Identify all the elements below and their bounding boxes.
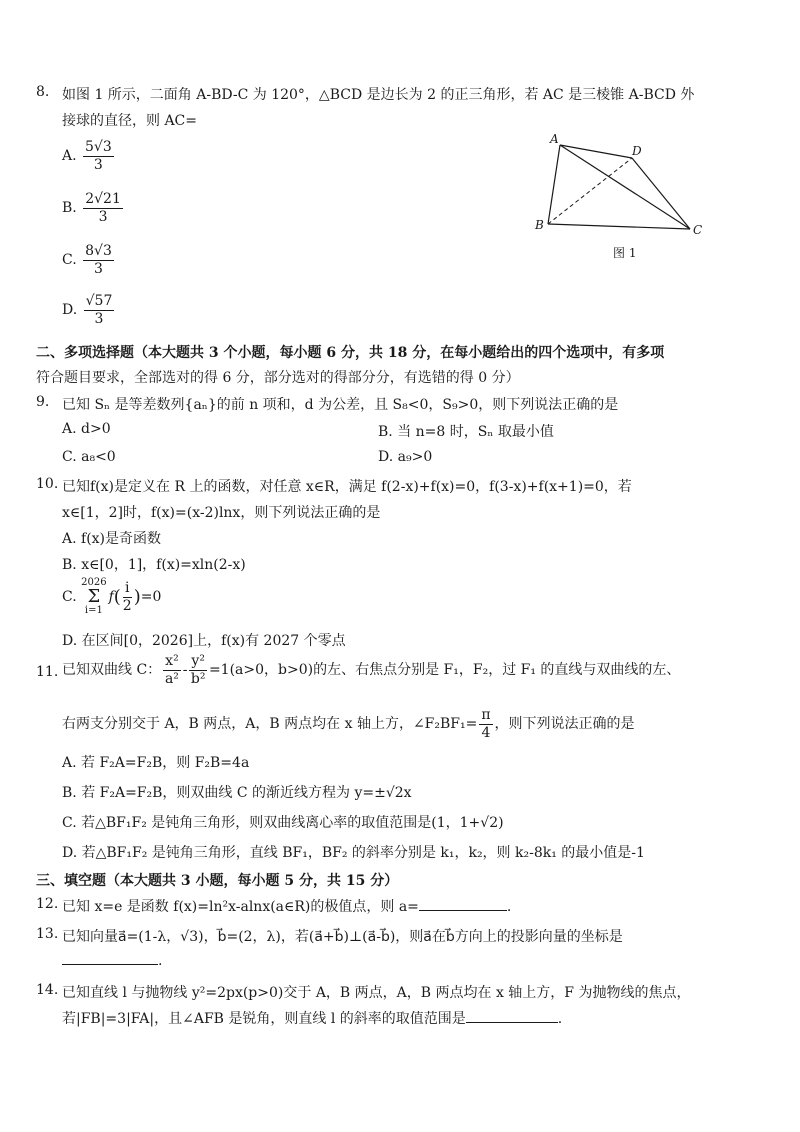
q11-option-d: D. 若△BF₁F₂ 是钝角三角形，直线 BF₁，BF₂ 的斜率分别是 k₁，k₂，则 k₂-8k₁ 的最小值是-1 xyxy=(62,845,645,861)
option-letter: C. xyxy=(62,252,77,269)
q11-option-c: C. 若△BF₁F₂ 是钝角三角形，则双曲线离心率的取值范围是(1，1+√2) xyxy=(62,815,504,831)
section-2-header-line2: 符合题目要求，全部选对的得 6 分，部分选对的得部分分，有选错的得 0 分） xyxy=(36,370,520,386)
q8-number: 8. xyxy=(36,84,50,100)
answer-blank[interactable] xyxy=(466,1010,558,1023)
q8-option-a xyxy=(62,140,116,172)
q10-number: 10. xyxy=(36,476,59,492)
option-fraction: $\frac{i}{2}$ xyxy=(122,579,132,614)
q9-option-d: D. a₉>0 xyxy=(378,449,433,465)
option-letter: D. xyxy=(62,302,78,319)
answer-blank[interactable] xyxy=(62,952,158,965)
q10-option-c: C. 2026 Σ i=1f( $\frac{i}{2}$ )=0 xyxy=(62,577,162,616)
q14-stem-line2: 若|FB|=3|FA|，且∠AFB 是锐角，则直线 l 的斜率的取值范围是 . xyxy=(62,1011,563,1027)
vertex-label-a: A xyxy=(550,132,559,146)
q10-stem-line2: x∈[1，2]时，f(x)=(x-2)lnx，则下列说法正确的是 xyxy=(62,505,381,521)
section-3-header: 三、填空题（本大题共 3 小题，每小题 5 分，共 15 分） xyxy=(36,873,399,889)
q9-number: 9. xyxy=(36,394,50,410)
edge-ab xyxy=(548,145,560,224)
option-letter: B. xyxy=(62,200,77,217)
option-fraction: $\frac{8√3}{3}$ xyxy=(85,243,112,277)
edge-ac xyxy=(560,145,690,229)
q8-stem-line1: 如图 1 所示，二面角 A-BD-C 为 120°，△BCD 是边长为 2 的正三角形，若 AC 是三棱锥 A-BCD 外 xyxy=(62,87,695,103)
edge-bd-hidden xyxy=(548,158,632,224)
q11-option-a: A. 若 F₂A=F₂B，则 F₂B=4a xyxy=(62,755,250,771)
q11-stem-line2: 右两支分别交于 A，B 两点，A，B 两点均在 x 轴上方，∠F₂BF₁= $\frac{\pi}{4}$ ，则下列说法正确的是 xyxy=(62,707,635,741)
q11-stem-line1: 已知双曲线 C： $\frac{\text{x²}}{\text{a²}}$ - $\frac{\text{y²}}{\text{b²}}$ =1(a>0，b>0)的左、右焦点分别是 F₁，F₂，过 F₁ 的直线与双曲线的左、 xyxy=(62,653,681,687)
option-letter: A. xyxy=(62,148,77,165)
option-letter: C. xyxy=(62,589,77,605)
q9-option-b: B. 当 n=8 时，Sₙ 取最小值 xyxy=(378,424,554,440)
option-fraction: $\frac{√57}{3}$ xyxy=(85,293,113,327)
q12-stem: 已知 x=e 是函数 f(x)=ln²x-alnx(a∈R)的极值点，则 a= . xyxy=(62,899,512,915)
q13-stem: 已知向量a⃗=(1-λ，√3)，b⃗=(2，λ)，若(a⃗+b⃗)⊥(a⃗-b⃗)，则a⃗在b⃗方向上的投影向量的坐标是 xyxy=(62,929,623,945)
summation-symbol: 2026 Σ i=1 xyxy=(81,577,107,616)
x-squared-over-a-squared: $\frac{\text{x²}}{\text{a²}}$ xyxy=(164,653,179,687)
vertex-label-b: B xyxy=(535,218,544,232)
q9-option-c: C. a₈<0 xyxy=(62,449,116,465)
q14-number: 14. xyxy=(36,982,59,998)
q10-stem-line1: 已知f(x)是定义在 R 上的函数，对任意 x∈R，满足 f(2-x)+f(x)=0，f(3-x)+f(x+1)=0，若 xyxy=(62,479,632,495)
option-fraction: $\frac{5√3}{3}$ xyxy=(85,139,112,173)
q12-number: 12. xyxy=(36,896,59,912)
q10-option-b: B. x∈[0，1]，f(x)=xln(2-x) xyxy=(62,557,246,573)
answer-blank[interactable] xyxy=(419,898,507,911)
q10-option-a: A. f(x)是奇函数 xyxy=(62,531,162,547)
q9-stem: 已知 Sₙ 是等差数列{aₙ}的前 n 项和，d 为公差，且 S₈<0，S₉>0，则下列说法正确的是 xyxy=(62,397,619,413)
q13-answer-line: . xyxy=(62,952,162,969)
section-2-header-line1: 二、多项选择题（本大题共 3 个小题，每小题 6 分，共 18 分，在每小题给出的四个选项中，有多项 xyxy=(36,345,665,361)
y-squared-over-b-squared: $\frac{\text{y²}}{\text{b²}}$ xyxy=(190,653,206,687)
vertex-label-d: D xyxy=(632,144,642,158)
q10-option-d: D. 在区间[0，2026]上，f(x)有 2027 个零点 xyxy=(62,633,346,649)
figure-1-caption: 图 1 xyxy=(613,246,637,260)
pi-over-four: $\frac{\pi}{4}$ xyxy=(481,707,491,741)
q8-stem-line2: 接球的直径，则 AC= xyxy=(62,113,198,129)
q9-option-a: A. d>0 xyxy=(62,421,111,437)
q8-option-c xyxy=(62,244,116,276)
edge-dc xyxy=(632,158,690,229)
q11-number: 11. xyxy=(36,664,59,680)
edge-bc xyxy=(548,224,690,229)
q13-number: 13. xyxy=(36,926,59,942)
q8-option-b xyxy=(62,192,125,224)
q11-option-b: B. 若 F₂A=F₂B，则双曲线 C 的渐近线方程为 y=±√2x xyxy=(62,785,412,801)
vertex-label-c: C xyxy=(693,223,703,237)
option-fraction: $\frac{2√21}{3}$ xyxy=(85,191,121,225)
q14-stem-line1: 已知直线 l 与抛物线 y²=2px(p>0)交于 A，B 两点，A，B 两点均在 x 轴上方，F 为抛物线的焦点， xyxy=(62,985,691,1001)
q8-option-d xyxy=(62,294,116,326)
